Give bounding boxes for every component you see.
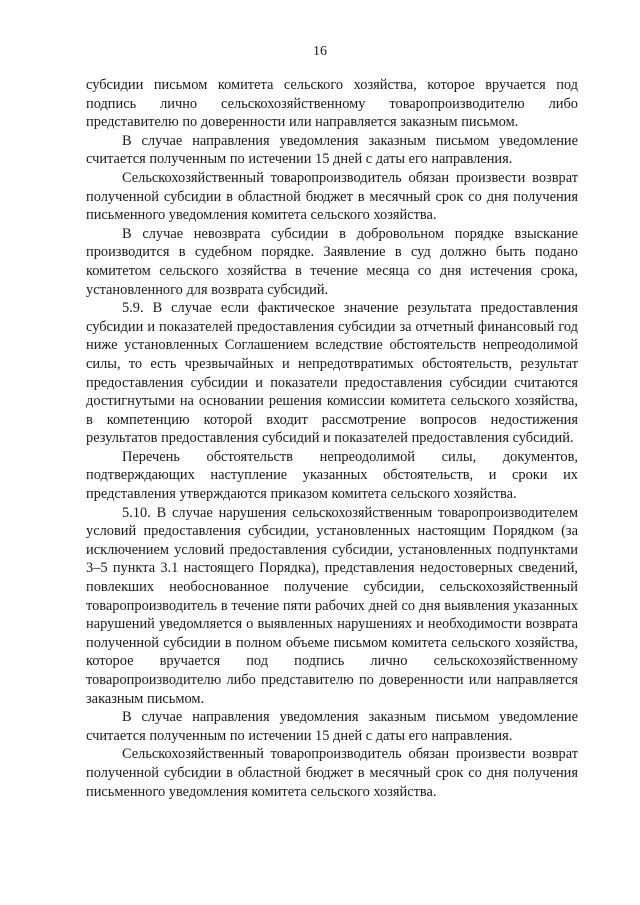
paragraph-court-recovery: В случае невозврата субсидии в добровольном порядке взыскание производится в судебном порядке. Заявление в суд должно быть подано комитетом сельского хозяйства в течение месяца со дня истечения срока, установленного для возврата субсидий.	[86, 225, 578, 298]
paragraph-clause-5-10: 5.10. В случае нарушения сельскохозяйственным товаропроизводителем условий предоставления субсидии, установленных настоящим Порядком (за исключением условий предоставления субсидии, установленных подпунктами 3–5 пункта 3.1 настоящего Порядка), представления недостоверных сведений, повлекших необоснованное получение субсидии, сельскохозяйственный товаропроизводитель в течение пяти рабочих дней со дня выявления указанных нарушений уведомляется о выявленных нарушениях и необходимости возврата полученной субсидии в полном объеме письмом комитета сельского хозяйства, которое вручается под подпись лично сельскохозяйственному товаропроизводителю либо представителю по доверенности или направляется заказным письмом.	[86, 504, 578, 707]
paragraph-clause-5-9: 5.9. В случае если фактическое значение результата предоставления субсидии и показателей предоставления субсидии за отчетный финансовый год ниже установленных Соглашением вследствие обстоятельств непреодолимой силы, то есть чрезвычайных и непредотвратимых обстоятельств, результат предоставления субсидии и показатели предоставления субсидии считаются достигнутыми на основании решения комиссии комитета сельского хозяйства, в компетенцию которой входит рассмотрение вопросов недостижения результатов предоставления субсидий и показателей предоставления субсидий.	[86, 300, 578, 447]
paragraph-refund-obligation-2: Сельскохозяйственный товаропроизводитель обязан произвести возврат полученной субсидии в областной бюджет в месячный срок со дня получения письменного уведомления комитета сельского хозяйства.	[86, 746, 578, 800]
paragraph-registered-mail-notice-2: В случае направления уведомления заказным письмом уведомление считается полученным по истечении 15 дней с даты его направления.	[86, 709, 578, 744]
paragraph-force-majeure-list: Перечень обстоятельств непреодолимой силы, документов, подтверждающих наступление указанных обстоятельств, и сроки их представления утверждаются приказом комитета сельского хозяйства.	[86, 448, 578, 503]
paragraph-refund-obligation: Сельскохозяйственный товаропроизводитель обязан произвести возврат полученной субсидии в областной бюджет в месячный срок со дня получения письменного уведомления комитета сельского хозяйства.	[86, 169, 578, 224]
paragraph-continuation: субсидии письмом комитета сельского хозяйства, которое вручается под подпись лично сельскохозяйственному товаропроизводителю либо представителю по доверенности или направляется заказным письмом.	[86, 77, 578, 131]
page-number: 16	[313, 44, 327, 59]
paragraph-registered-mail-notice: В случае направления уведомления заказным письмом уведомление считается полученным по истечении 15 дней с даты его направления.	[86, 132, 578, 168]
document-body	[86, 76, 578, 801]
